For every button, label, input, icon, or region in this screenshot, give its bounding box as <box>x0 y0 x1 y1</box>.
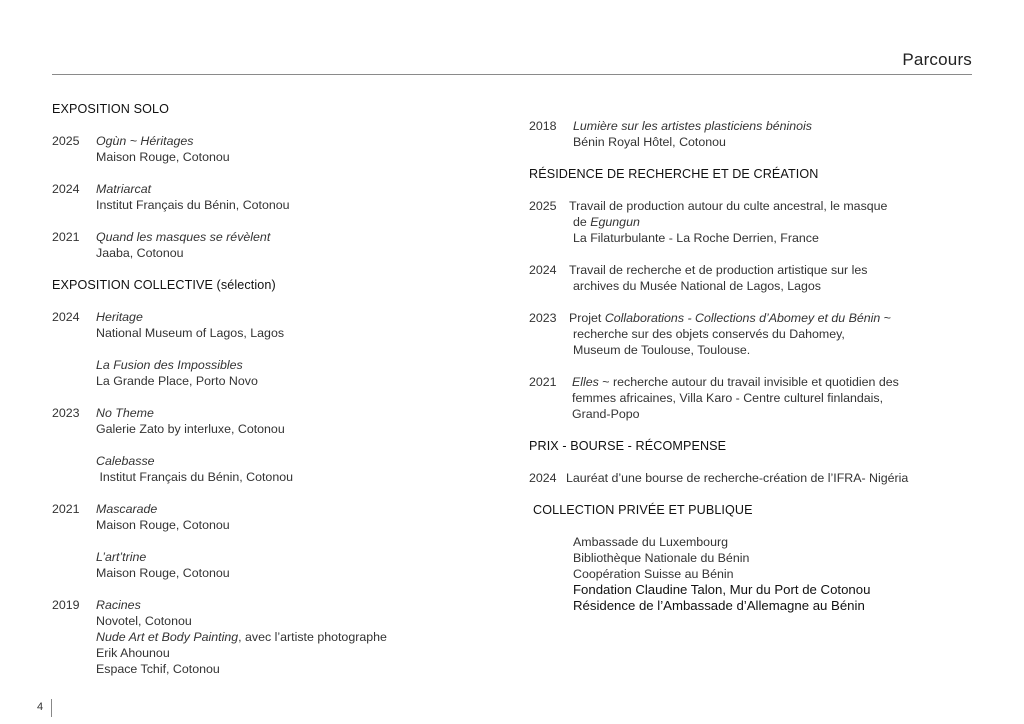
collective-entry <box>52 405 472 437</box>
entry-year <box>52 357 96 389</box>
entry-year <box>52 549 96 581</box>
entry-title: La Fusion des Impossibles <box>96 358 243 372</box>
entry-place: Maison Rouge, Cotonou <box>96 566 230 580</box>
residence-entry <box>529 262 969 294</box>
collection-item: Résidence de l’Ambassade d’Allemagne au Bénin <box>573 598 865 613</box>
collection-item: Fondation Claudine Talon, Mur du Port de Cotonou <box>573 582 871 597</box>
entry-line: femmes africaines, Villa Karo - Centre culturel finlandais, <box>572 391 884 405</box>
header-divider <box>52 74 972 75</box>
solo-entry <box>52 229 472 261</box>
entry-place: Institut Français du Bénin, Cotonou <box>96 198 290 212</box>
entry-line: archives du Musée National de Lagos, Lagos <box>573 279 821 293</box>
section-heading-collection: COLLECTION PRIVÉE ET PUBLIQUE <box>533 503 753 517</box>
entry-year: 2024 <box>52 182 80 196</box>
prix-entry <box>529 470 969 486</box>
entry-line: Lauréat d’une bourse de recherche-création de l’IFRA- Nigéria <box>566 471 909 485</box>
collective-entry <box>529 118 969 150</box>
entry-title: Mascarade <box>96 502 158 516</box>
collective-entry <box>52 309 472 341</box>
collection-item: Coopération Suisse au Bénin <box>573 567 734 581</box>
solo-entry <box>52 181 472 213</box>
entry-line-italic: Egungun <box>590 215 640 229</box>
entry-place-secondary: Espace Tchif, Cotonou <box>96 662 220 676</box>
entry-title-secondary: Nude Art et Body Painting <box>96 630 239 644</box>
entry-year: 2019 <box>52 598 80 612</box>
entry-line-italic: Collaborations - Collections d’Abomey et du Bénin <box>604 311 881 325</box>
right-column <box>529 118 969 614</box>
section-heading-collective: EXPOSITION COLLECTIVE (sélection) <box>52 278 276 292</box>
entry-place: Institut Français du Bénin, Cotonou <box>96 470 293 484</box>
entry-year: 2025 <box>529 199 557 213</box>
entry-year: 2025 <box>52 134 80 148</box>
entry-line: recherche sur des objets conservés du Dahomey, <box>573 327 845 341</box>
residence-entry <box>529 374 969 422</box>
entry-year: 2021 <box>529 375 557 389</box>
entry-place: Jaaba, Cotonou <box>96 246 184 260</box>
section-heading-prix: PRIX - BOURSE - RÉCOMPENSE <box>529 439 727 453</box>
entry-line: Travail de production autour du culte ancestral, le masque <box>569 199 888 213</box>
entry-year: 2024 <box>529 471 557 485</box>
entry-year: 2023 <box>52 406 80 420</box>
residence-entry <box>529 198 969 246</box>
entry-place: Galerie Zato by interluxe, Cotonou <box>96 422 285 436</box>
entry-place: National Museum of Lagos, Lagos <box>96 326 285 340</box>
entry-line: ~ recherche autour du travail invisible et quotidien des <box>598 375 899 389</box>
entry-title: Ogùn ~ Héritages <box>96 134 194 148</box>
section-heading-solo: EXPOSITION SOLO <box>52 102 169 116</box>
entry-line: de <box>573 215 591 229</box>
entry-year: 2023 <box>529 311 557 325</box>
entry-place: Museum de Toulouse, Toulouse. <box>573 343 751 357</box>
entry-title: Calebasse <box>96 454 155 468</box>
entry-place: La Grande Place, Porto Novo <box>96 374 258 388</box>
entry-line: ~ <box>880 311 891 325</box>
entry-year: 2018 <box>529 119 557 133</box>
entry-year: 2024 <box>529 263 557 277</box>
entry-place: La Filaturbulante - La Roche Derrien, France <box>573 231 819 245</box>
collection-item: Bibliothèque Nationale du Bénin <box>573 551 750 565</box>
entry-year <box>52 453 96 485</box>
entry-line: Travail de recherche et de production artistique sur les <box>569 263 868 277</box>
entry-year: 2024 <box>52 310 80 324</box>
section-heading-residence: RÉSIDENCE DE RECHERCHE ET DE CRÉATION <box>529 167 819 181</box>
page-number-divider <box>51 699 52 717</box>
collection-item: Ambassade du Luxembourg <box>573 535 728 549</box>
residence-entry <box>529 310 969 358</box>
collective-entry <box>52 597 472 677</box>
entry-place: Maison Rouge, Cotonou <box>96 518 230 532</box>
entry-place: Novotel, Cotonou <box>96 614 192 628</box>
entry-title: Heritage <box>96 310 143 324</box>
entry-artist: Erik Ahounou <box>96 646 170 660</box>
collective-entry <box>52 357 472 389</box>
entry-title: Quand les masques se révèlent <box>96 230 271 244</box>
collective-entry <box>52 501 472 533</box>
entry-year: 2021 <box>52 230 80 244</box>
entry-line-italic: Elles <box>572 375 599 389</box>
entry-line: Projet <box>569 311 605 325</box>
entry-title-secondary-suffix: , avec l’artiste photographe <box>238 630 387 644</box>
solo-entry <box>52 133 472 165</box>
page-title: Parcours <box>902 50 972 69</box>
page-number: 4 <box>37 701 44 713</box>
entry-title: Lumière sur les artistes plasticiens béninois <box>573 119 812 133</box>
entry-place: Maison Rouge, Cotonou <box>96 150 230 164</box>
entry-year: 2021 <box>52 502 80 516</box>
collective-entry <box>52 549 472 581</box>
entry-title: No Theme <box>96 406 154 420</box>
entry-title: L’art’trine <box>96 550 147 564</box>
collective-entry <box>52 453 472 485</box>
entry-place: Bénin Royal Hôtel, Cotonou <box>573 135 726 149</box>
entry-title: Racines <box>96 598 141 612</box>
entry-title: Matriarcat <box>96 182 152 196</box>
entry-place: Grand-Popo <box>572 407 640 421</box>
left-column <box>52 101 472 677</box>
